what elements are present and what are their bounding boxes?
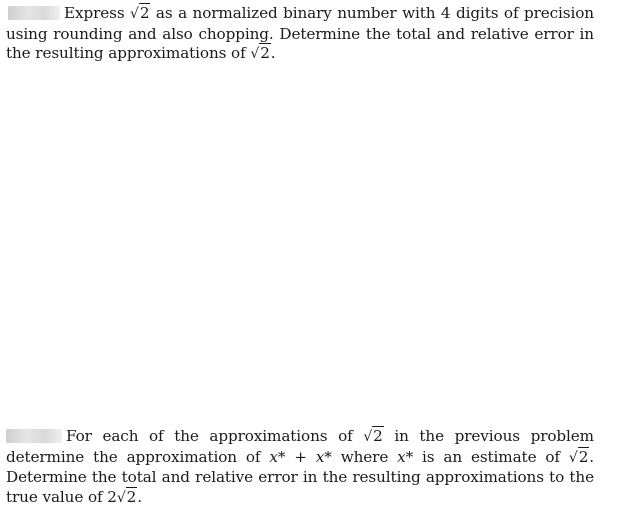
problem-2-text-a: For each of the approximations of xyxy=(66,427,353,445)
problem-2-text-c: where xyxy=(340,447,389,466)
x-star-symbol: x* xyxy=(397,447,414,466)
problem-2-text-e: . Determine the total and relative error in the resulting approximations to the true value of 2 xyxy=(6,447,594,506)
problem-2-text-f: . xyxy=(137,487,142,506)
redacted-problem-number xyxy=(6,429,62,443)
x-star-symbol: x* xyxy=(315,447,332,466)
problem-1-text-c: . xyxy=(270,44,276,62)
problem-2-text-b: in the previous problem determine the approximation of xyxy=(6,427,594,466)
problem-1-text-a: Express xyxy=(64,4,125,22)
sqrt-expression: √2 xyxy=(568,447,589,466)
problem-1 xyxy=(6,4,594,65)
sqrt-expression: √2 xyxy=(250,44,270,62)
sqrt-expression: √2 xyxy=(363,427,383,445)
problem-2 xyxy=(6,427,594,508)
problem-1-text-b: as a normalized binary number with 4 digits of precision using rounding and also chopping. Determine the total and relative error in the resulting approximations of xyxy=(6,4,594,62)
sqrt-expression: √2 xyxy=(130,4,150,22)
sqrt-expression: √2 xyxy=(116,487,137,506)
problem-2-text-d: is an estimate of xyxy=(422,447,560,466)
x-star-symbol: x* xyxy=(269,447,286,466)
plus-sign: + xyxy=(294,447,307,466)
redacted-problem-number xyxy=(8,6,60,20)
